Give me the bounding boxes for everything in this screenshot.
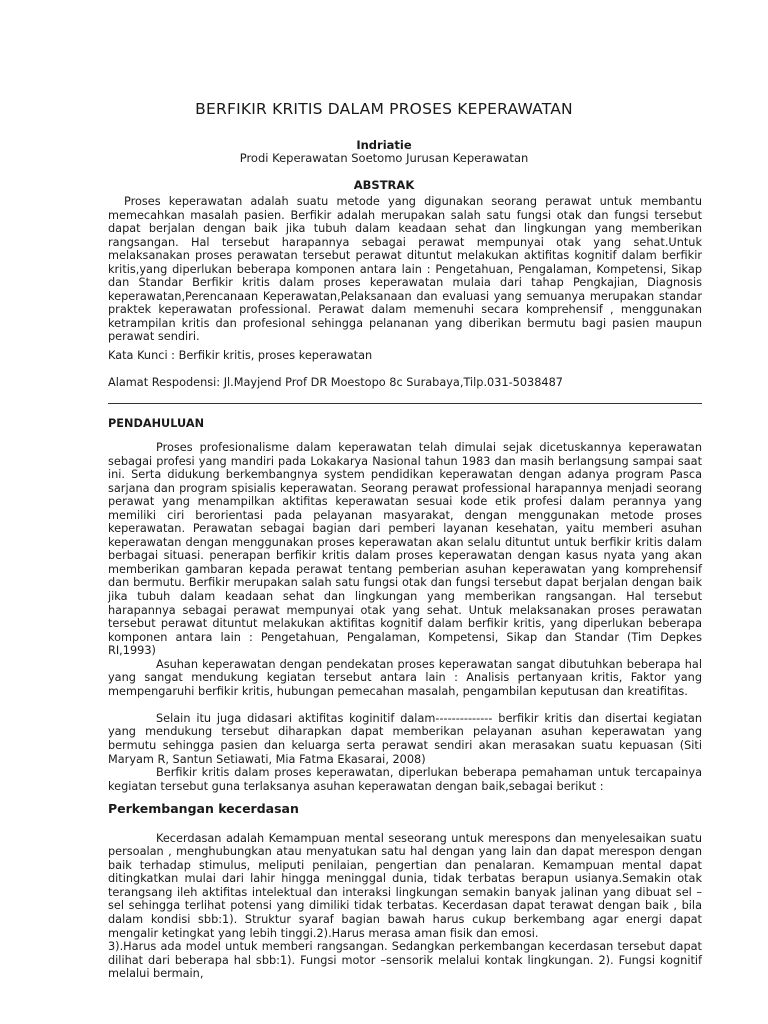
section-divider: [108, 403, 702, 404]
author-affiliation: Prodi Keperawatan Soetomo Jurusan Keperawatan: [239, 151, 529, 165]
paragraph: Proses profesionalisme dalam keperawatan telah dimulai sejak dicetuskannya keperawatan sebagai profesi yang mandiri pada Lokakarya Nasional tahun 1983 dan masih berlangsung sampai saat ini. Serta didukung berkembangnya system pendidikan keperawatan dengan adanya program Pasca sarjana dan program spisialis keperawatan. Seorang perawat professional harapannya menjadi seorang perawat yang menampilkan aktifitas keperawatan sesuai kode etik profesi dalam perannya yang memiliki ciri berorientasi pada pelayanan masyarakat, dengan menggunakan metode proses keperawatan. Perawatan sebagai bagian dari pemberi layanan kesehatan, yaitu memberi asuhan keperawatan dengan menggunakan proses keperawatan akan selalu dituntut untuk berfikir kritis dalam berbagai situasi. penerapan berfikir kritis dalam proses keperawatan dengan kasus nyata yang akan memberikan gambaran kepada perawat tentang pemberian asuhan keperawatan yang komprehensif dan bermutu. Berfikir merupakan salah satu fungsi otak dan fungsi tersebut dapat berjalan dengan baik jika tubuh dalam keadaan sehat dan lingkungan yang memberikan rangsangan. Hal tersebut harapannya sebagai perawat mempunyai otak yang sehat. Untuk melaksanakan proses perawatan tersebut perawat dituntut melakukan aktifitas kognitif dalam berfikir kritis, yang diperlukan beberapa komponen antara lain : Pengetahuan, Pengalaman, Kompetensi, Sikap dan Standar (Tim Depkes RI,1993): [108, 441, 702, 658]
paragraph-gap: [108, 698, 702, 712]
paragraph-gap: [108, 816, 702, 832]
author-name: Indriatie: [356, 138, 412, 152]
paragraph: Berfikir kritis dalam proses keperawatan, diperlukan beberapa pemahaman untuk tercapainya kegiatan tersebut guna terlaksanya asuhan keperawatan dengan baik,sebagai berikut :: [108, 766, 702, 793]
correspondence-address: Alamat Respodensi: Jl.Mayjend Prof DR Moestopo 8c Surabaya,Tilp.031-5038487: [108, 376, 563, 389]
abstract-heading: ABSTRAK: [353, 178, 415, 192]
paragraph: Asuhan keperawatan dengan pendekatan proses keperawatan sangat dibutuhkan beberapa hal yang sangat mendukung kegiatan tersebut antara lain : Analisis pertanyaan kritis, Faktor yang mempengaruhi berfikir kritis, hubungan pemecahan masalah, pengambilan keputusan dan kreatifitas.: [108, 657, 702, 698]
abstract-paragraph: Proses keperawatan adalah suatu metode yang digunakan seorang perawat untuk membantu memecahkan masalah pasien. Berfikir adalah merupakan salah satu fungsi otak dan fungsi tersebut dapat berjalan dengan baik jika tubuh dalam keadaan sehat dan lingkungan yang memberikan rangsangan. Hal tersebut harapannya sebagai perawat mempunyai otak yang sehat.Untuk melaksanakan proses perawatan tersebut perawat dituntut melakukan aktifitas kognitif dalam berfikir kritis,yang diperlukan beberapa komponen antara lain : Pengetahuan, Pengalaman, Kompetensi, Sikap dan Standar Berfikir kritis dalam proses keperawatan mulaia dari tahap Pengkajian, Diagnosis keperawatan,Perencanaan Keperawatan,Pelaksanaan dan evaluasi yang semuanya merupakan standar praktek keperawatan professional. Perawat dalam memenuhi secara komprehensif , menggunakan ketrampilan kritis dan profesional sehingga pelananan yang diberikan bermutu bagi pasien maupun perawat sendiri.: [108, 195, 702, 344]
main-body: [108, 441, 702, 981]
subsection-heading: Perkembangan kecerdasan: [108, 801, 299, 817]
section-heading-pendahuluan: PENDAHULUAN: [108, 417, 205, 430]
document-title: BERFIKIR KRITIS DALAM PROSES KEPERAWATAN: [195, 100, 573, 118]
paragraph: 3).Harus ada model untuk memberi rangsangan. Sedangkan perkembangan kecerdasan tersebut dapat dilihat dari beberapa hal sbb:1). Fungsi motor –sensorik melalui kontak lingkungan. 2). Fungsi kognitif melalui bermain,: [108, 940, 702, 981]
paragraph: Selain itu juga didasari aktifitas koginitif dalam-------------- berfikir kritis dan disertai kegiatan yang mendukung tersebut diharapkan dapat memberikan pelayanan asuhan keperawatan yang bermutu sehingga pasien dan keluarga serta perawat sendiri akan merasakan suatu kepuasan (Siti Maryam R, Santun Setiawati, Mia Fatma Ekasarai, 2008): [108, 711, 702, 766]
paragraph: Kecerdasan adalah Kemampuan mental seseorang untuk merespons dan menyelesaikan suatu persoalan , menghubungkan atau menyatukan satu hal dengan yang lain dan dapat merespon dengan baik terhadap stimulus, meliputi penilaian, pengertian dan penalaran. Kemampuan mental dapat ditingkatkan mulai dari lahir hingga meninggal dunia, tidak terbatas berapun usianya.Semakin otak terangsang ileh aktifitas intelektual dan interaksi lingkungan semakin banyak jalinan yang dibuat sel – sel sehingga terlihat potensi yang dimiliki tidak terbatas. Kecerdasan dapat terawat dengan baik , bila dalam kondisi sbb:1). Struktur syaraf bagian bawah harus cukup berkembang agar energi dapat mengalir ketingkat yang lebih tinggi.2).Harus merasa aman fisik dan emosi.: [108, 831, 702, 940]
keywords-line: Kata Kunci : Berfikir kritis, proses keperawatan: [108, 349, 373, 362]
